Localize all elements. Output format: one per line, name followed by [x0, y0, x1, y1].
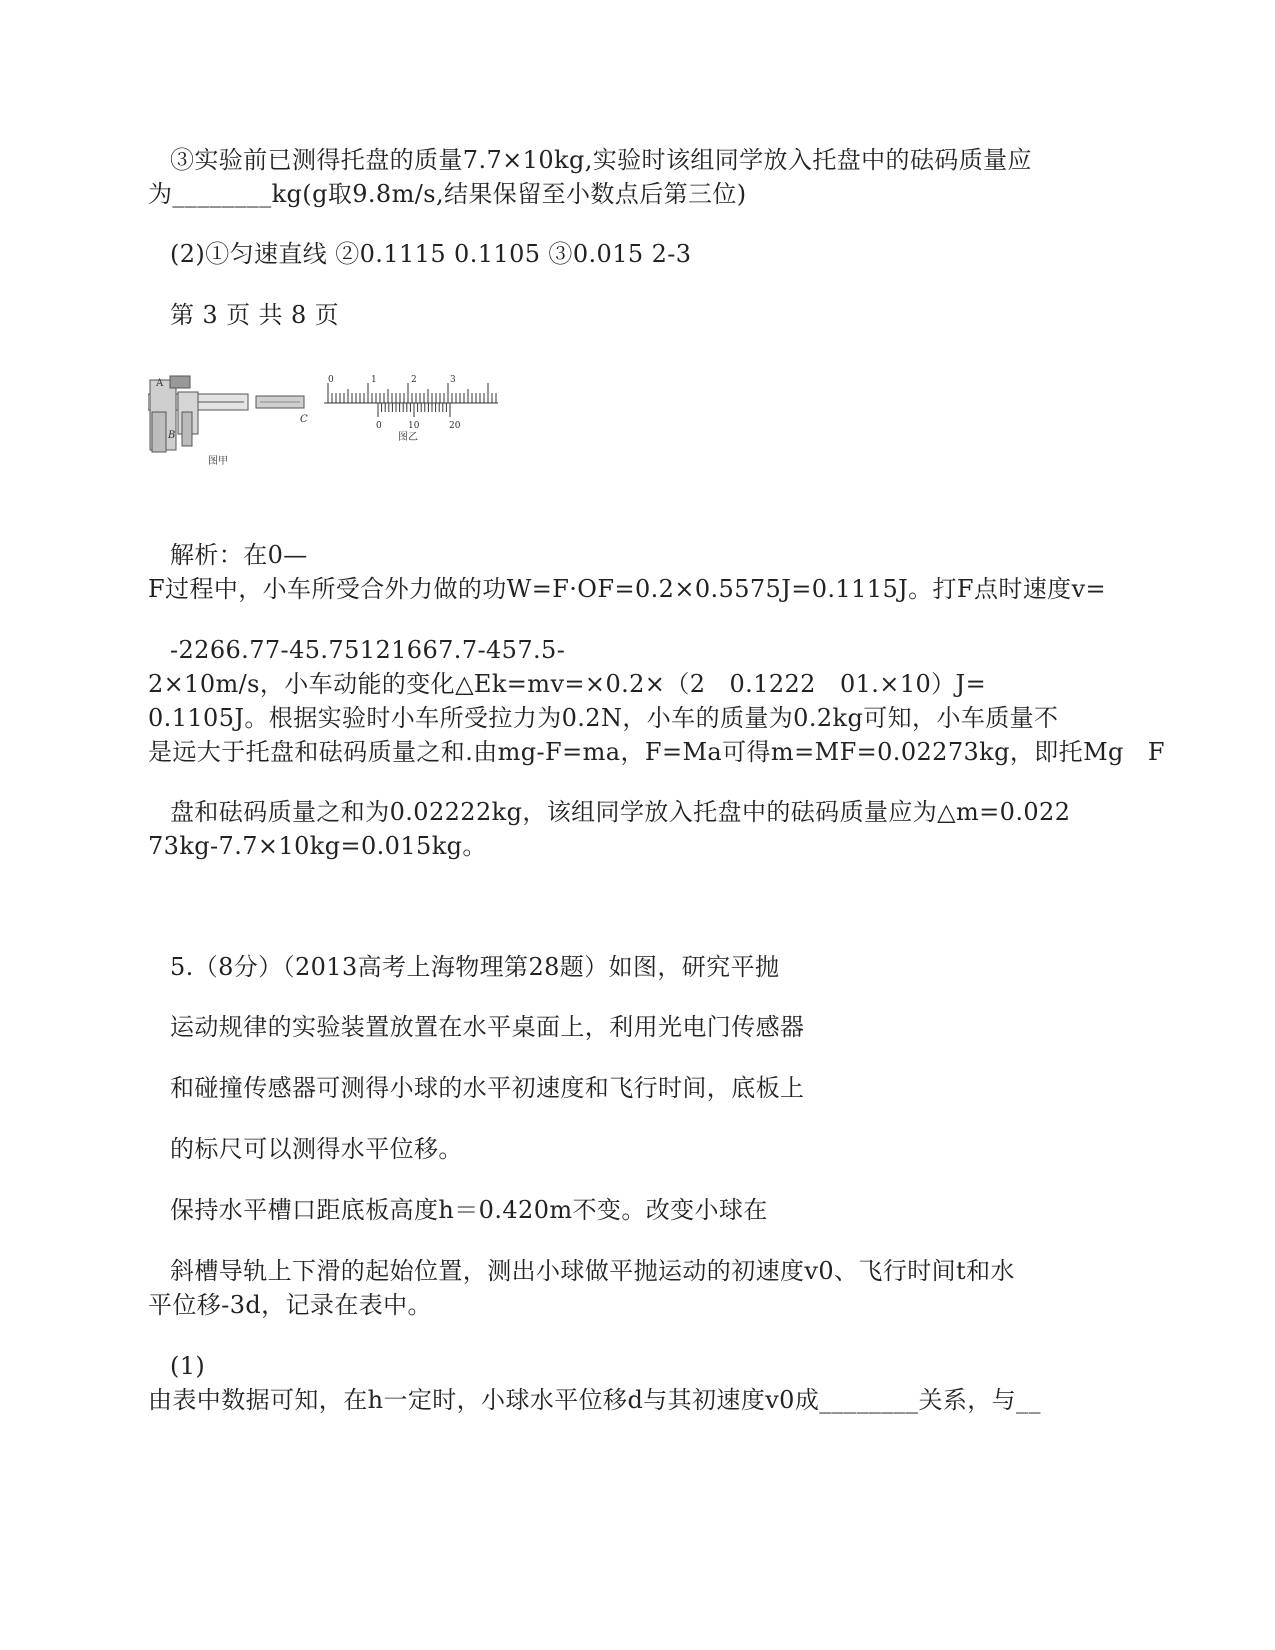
caption-right: 图乙 [398, 432, 418, 443]
text-line: F过程中，小车所受合外力做的功W=F·OF=0.2×0.5575J=0.1115J。打F点时速度v= [148, 575, 1107, 603]
caption-left: 图甲 [208, 456, 228, 467]
text-line: 盘和砝码质量之和为0.02222kg，该组同学放入托盘中的砝码质量应为△m=0.022 [170, 798, 1071, 826]
page-number: 第 3 页 共 8 页 [170, 301, 340, 329]
text-line: 斜槽导轨上下滑的起始位置，测出小球做平抛运动的初速度v0、飞行时间t和水 [170, 1257, 1015, 1285]
vernier-scale [328, 383, 496, 417]
text-line: 运动规律的实验装置放置在水平桌面上，利用光电门传感器 [170, 1013, 805, 1041]
text-line: 解析：在0— [170, 541, 308, 569]
text-line: 和碰撞传感器可测得小球的水平初速度和飞行时间，底板上 [170, 1074, 805, 1102]
text-line: 平位移-3d，记录在表中。 [148, 1291, 432, 1319]
vernier-label: 0 [376, 421, 382, 431]
text-line: -2266.77-45.75121667.7-457.5- [170, 636, 566, 664]
vernier-label: 20 [449, 421, 461, 431]
text-line: 0.1105J。根据实验时小车所受拉力为0.2N，小车的质量为0.2kg可知，小车质量不 [148, 704, 1059, 732]
text-line: (2)①匀速直线 ②0.1115 0.1105 ③0.015 2-3 [170, 240, 692, 268]
text-line: 2×10m/s，小车动能的变化△Ek=mv=×0.2×（2 0.1222 01.×10）J= [148, 670, 987, 698]
main-scale-label: 2 [411, 375, 417, 385]
text-line: (1) [170, 1352, 206, 1380]
vernier-caliper-figure [148, 372, 520, 472]
text-line: 由表中数据可知，在h一定时，小球水平位移d与其初速度v0成________关系，与__ [148, 1386, 1041, 1414]
vernier-label: 10 [408, 421, 420, 431]
text-line: 的标尺可以测得水平位移。 [170, 1135, 463, 1163]
text-line: 是远大于托盘和砝码质量之和.由mg-F=ma，F=Ma可得m=MF=0.02273kg，即托Mg F [148, 738, 1165, 766]
text-line: ③实验前已测得托盘的质量7.7×10kg,实验时该组同学放入托盘中的砝码质量应 [170, 146, 1032, 174]
main-scale-label: 3 [450, 375, 456, 385]
question-heading: 5.（8分）（2013高考上海物理第28题）如图，研究平抛 [170, 953, 780, 981]
text-line: 保持水平槽口距底板高度h＝0.420m不变。改变小球在 [170, 1196, 768, 1224]
main-scale-label: 1 [371, 375, 377, 385]
label-c: C [300, 414, 308, 425]
main-scale-label: 0 [328, 375, 334, 385]
text-line: 为________kg(g取9.8m/s,结果保留至小数点后第三位) [148, 180, 747, 208]
label-a: A [156, 378, 164, 389]
label-b: B [168, 430, 176, 441]
text-line: 73kg-7.7×10kg=0.015kg。 [148, 832, 487, 860]
